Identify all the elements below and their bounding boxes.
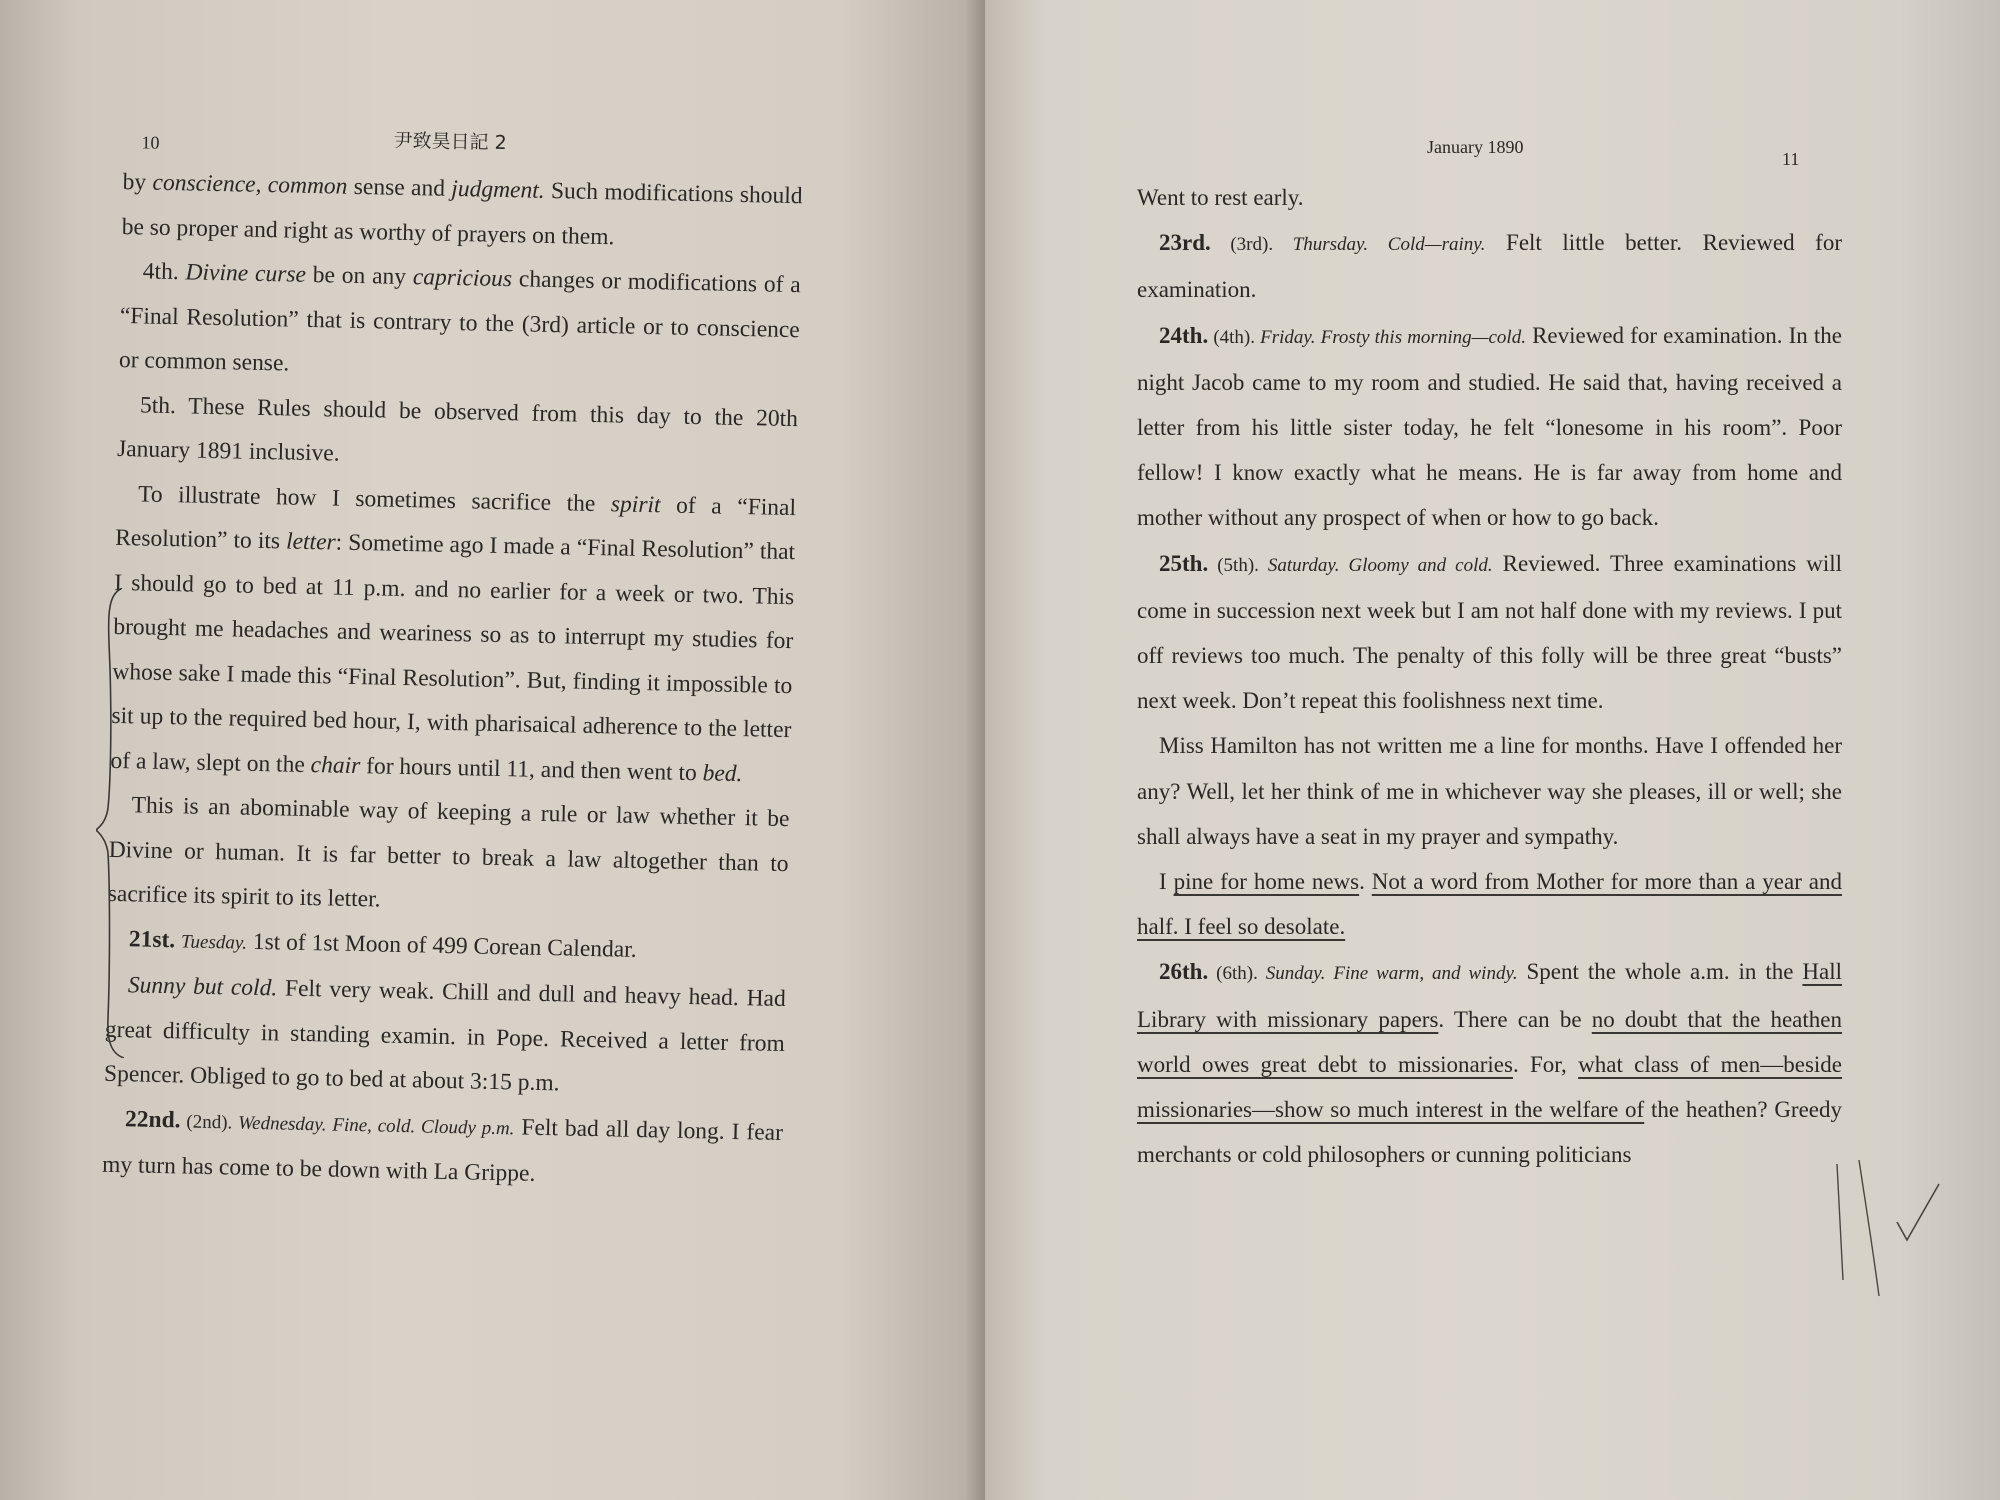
text: Spent the whole a.m. in the <box>1517 959 1803 985</box>
lunar-date: (5th). <box>1208 554 1268 576</box>
diary-entry <box>1137 313 1842 541</box>
text: Reviewed. Three examinations will come in succession next week but I am not half done with my reviews. I put off reviews too much. The penalty of this folly will be three great “busts” next week. Don’t repeat this foolishness next time. <box>1137 550 1843 714</box>
running-head: 尹致昊日記 2 <box>393 129 507 155</box>
paragraph: This is an abominable way of keeping a rule or law whether it be Divine or human. It is far better to break a law altogether than to sacrifice its spirit to its letter. <box>107 792 790 913</box>
weather: Sunday. Fine warm, and windy. <box>1265 963 1518 985</box>
diary-entry <box>1137 220 1842 312</box>
text-italic: judgment. <box>451 175 545 204</box>
paragraph <box>119 249 802 397</box>
diary-entry <box>1137 949 1842 1177</box>
right-page-header <box>1137 135 1842 175</box>
paragraph <box>1137 859 1842 949</box>
text: Such modifications should be so proper and right as worthy of prayers on them. <box>121 177 803 250</box>
text-italic: capricious <box>412 264 513 293</box>
text: 4th. <box>142 258 186 286</box>
weekday: Tuesday. <box>180 930 248 954</box>
text: . There can be <box>1438 1006 1592 1032</box>
text: . <box>1359 869 1372 895</box>
weather: Saturday. Gloomy and cold. <box>1267 554 1493 576</box>
paragraph: Went to rest early. <box>1137 185 1304 210</box>
weather: Thursday. Cold—rainy. <box>1292 234 1486 256</box>
paragraph <box>104 963 787 1111</box>
left-page <box>0 0 985 1500</box>
entry-date: 25th. <box>1159 550 1209 576</box>
text-italic: chair <box>310 751 361 779</box>
page-number: 10 <box>141 132 160 153</box>
underlined-text: what class of men—beside missionaries—show so much interest in the welfare of <box>1137 1051 1843 1123</box>
text: by <box>122 168 153 196</box>
underlined-text: Not a word from Mother for more than a year and half. I feel so desolate. <box>1137 869 1842 940</box>
entry-date: 24th. <box>1159 322 1209 348</box>
text-italic: letter <box>285 528 336 556</box>
text-italic: conscience, common <box>152 169 348 200</box>
paragraph <box>110 471 796 797</box>
text: be on any <box>305 261 414 291</box>
lunar-date: (2nd). <box>180 1110 239 1134</box>
text: I <box>1159 869 1174 895</box>
right-page-content <box>1137 135 1842 1177</box>
text: Reviewed for examination. In the night Jacob came to my room and studied. He said that, having received a letter from his little sister today, he felt “lonesome in his room”. Poor fellow! I know exactly what he means. He is far away from home and mother without any prospect of when or how to go back. <box>1137 322 1842 531</box>
lunar-date: (4th). <box>1208 326 1261 348</box>
page-number: 11 <box>1782 149 1800 169</box>
weather: Sunny but cold. <box>127 972 278 1002</box>
text-italic: spirit <box>610 490 661 518</box>
weather: Friday. Frosty this morning—cold. <box>1260 326 1526 348</box>
paragraph <box>121 160 803 263</box>
entry-date: 23rd. <box>1159 230 1211 256</box>
text-italic: Divine curse <box>185 259 307 288</box>
text: for hours until 11, and then went to <box>360 752 703 786</box>
text: sense and <box>347 173 452 202</box>
text: Felt little better. Reviewed for examination. <box>1137 230 1842 303</box>
text: Felt bad all day long. I fear my turn has come to be down with La Grippe. <box>101 1113 784 1187</box>
diary-entry <box>102 1096 784 1201</box>
paragraph: 5th. These Rules should be observed from this day to the 20th January 1891 inclusive. <box>116 391 799 467</box>
entry-date: 22nd. <box>124 1105 181 1133</box>
text: of a “Final Resolution” to its <box>114 491 797 555</box>
paragraph: Miss Hamilton has not written me a line for months. Have I offended her any? Well, let her think of me in whichever way she pleases, ill or well; she shall always have a seat in my prayer and sympathy. <box>1137 733 1842 849</box>
text: 1st of 1st Moon of 499 Corean Calendar. <box>246 928 637 963</box>
running-head: January 1890 <box>1427 137 1524 157</box>
text: changes or modifications of a “Final Resolution” that is contrary to the (3rd) article or to conscience or common sense. <box>118 266 801 377</box>
lunar-date: (6th). <box>1208 963 1266 985</box>
text: Felt very weak. Chill and dull and heavy head. Had great difficulty in standing examin. in Pope. Received a letter from Spencer. Obliged to go to bed at about 3:15 p.m. <box>103 975 787 1097</box>
entry-date: 26th. <box>1159 959 1209 985</box>
entry-date: 21st. <box>128 925 176 953</box>
pencil-bracket-mark <box>96 588 126 1058</box>
weather: Wednesday. Fine, cold. Cloudy p.m. <box>237 1112 515 1139</box>
lunar-date: (3rd). <box>1210 234 1293 256</box>
right-page <box>985 0 2000 1500</box>
underlined-text: no doubt that the heathen world owes great debt to missionaries <box>1137 1006 1842 1077</box>
underlined-text: pine for home news <box>1173 869 1360 895</box>
underlined-text: Hall Library with missionary papers <box>1137 959 1843 1032</box>
text: . For, <box>1512 1051 1579 1077</box>
diary-entry <box>1137 541 1842 724</box>
left-page-content <box>102 120 804 1202</box>
pencil-check-mark <box>1835 1160 1945 1300</box>
text-italic: bed. <box>702 759 743 787</box>
text: : Sometime ago I made a “Final Resolution” that I should go to bed at 11 p.m. and no earlier for a week or two. This brought me headaches and weariness so as to interrupt my studies for whose sake I made this “Final Resolution”. But, finding it impossible to sit up to the required bed hour, I, with pharisaical adherence to the letter of a law, slept on the <box>110 529 796 778</box>
text: To illustrate how I sometimes sacrifice the <box>137 480 612 517</box>
text: the heathen? Greedy merchants or cold philosophers or cunning politicians <box>1137 1097 1843 1168</box>
